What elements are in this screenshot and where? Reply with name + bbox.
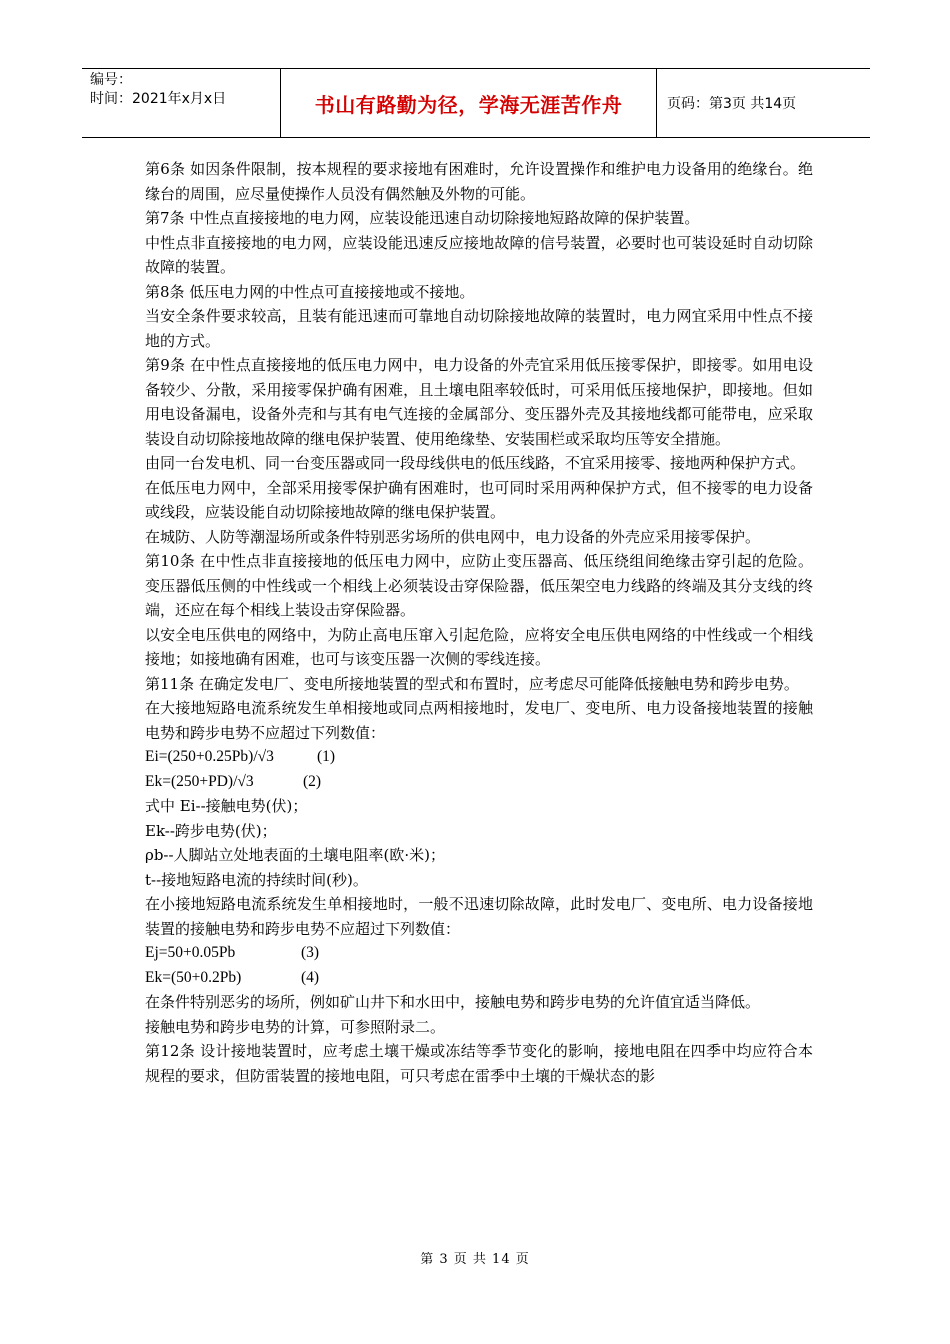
formula-line [145, 966, 813, 991]
paragraph: 中性点非直接接地的电力网，应装设能迅速反应接地故障的信号装置，必要时也可装设延时自动切除故障的装置。 [145, 233, 813, 276]
formula-expression: Ei=(250+0.25Pb)/√3 [145, 748, 274, 765]
page-footer: 第 3 页 共 14 页 [420, 1252, 530, 1267]
paragraph: 以安全电压供电的网络中，为防止高电压窜入引起危险，应将安全电压供电网络的中性线或一个相线接地；如接地确有困难，也可与该变压器一次侧的零线连接。 [145, 625, 813, 668]
paragraph: 第10条 在中性点非直接接地的低压电力网中，应防止变压器高、低压绕组间绝缘击穿引起的危险。变压器低压侧的中性线或一个相线上必须装设击穿保险器，低压架空电力线路的终端及其分支线的终端，还应在每个相线上装设击穿保险器。 [145, 552, 813, 619]
header-motto-cell [280, 69, 657, 137]
definition-line: 式中 Ei--接触电势(伏)； [145, 797, 308, 815]
paragraph: 在低压电力网中，全部采用接零保护确有困难时，也可同时采用两种保护方式，但不接零的电力设备或线段，应装设能自动切除接地故障的继电保护装置。 [145, 478, 813, 521]
paragraph: 第12条 设计接地装置时，应考虑土壤干燥或冻结等季节变化的影响，接地电阻在四季中均应符合本规程的要求，但防雷装置的接地电阻，可只考虑在雷季中土壤的干燥状态的影 [145, 1042, 813, 1085]
document-time-label: 时间：2021年x月x日 [90, 91, 227, 107]
paragraph: 接触电势和跨步电势的计算，可参照附录二。 [145, 1017, 446, 1036]
page-header [82, 68, 870, 138]
paragraph: 第11条 在确定发电厂、变电所接地装置的型式和布置时，应考虑尽可能降低接触电势和跨步电势。 [145, 674, 799, 693]
paragraph: 在小接地短路电流系统发生单相接地时，一般不迅速切除故障，此时发电厂、变电所、电力设备接地装置的接触电势和跨步电势不应超过下列数值： [145, 895, 813, 938]
paragraph: 由同一台发电机、同一台变压器或同一段母线供电的低压线路，不宜采用接零、接地两种保护方式。 [145, 454, 806, 472]
paragraph: 当安全条件要求较高，且装有能迅速而可靠地自动切除接地故障的装置时，电力网宜采用中性点不接地的方式。 [145, 307, 813, 350]
paragraph: 第7条 中性点直接接地的电力网，应装设能迅速自动切除接地短路故障的保护装置。 [145, 209, 700, 227]
definition-line: ρb--人脚站立处地表面的土壤电阻率(欧·米)； [145, 846, 446, 864]
formula-expression: Ej=50+0.05Pb [145, 944, 236, 961]
body-text [145, 157, 813, 1088]
formula-expression: Ek=(50+0.2Pb) [145, 968, 242, 986]
formula-line [145, 770, 813, 795]
document-number-label: 编号： [90, 72, 132, 88]
definition-line: t--接地短路电流的持续时间(秒)。 [145, 870, 368, 889]
paragraph: 在城防、人防等潮湿场所或条件特别恶劣场所的供电网中，电力设备的外壳应采用接零保护。 [145, 527, 761, 546]
header-meta [82, 69, 280, 137]
header-page-info: 页码：第3页 共14页 [667, 96, 797, 112]
definition-line: Ek--跨步电势(伏)； [145, 821, 277, 840]
formula-expression: Ek=(250+PD)/√3 [145, 772, 254, 790]
formula-line [145, 745, 813, 770]
paragraph: 在大接地短路电流系统发生单相接地或同点两相接地时，发电厂、变电所、电力设备接地装置的接触电势和跨步电势不应超过下列数值： [145, 699, 813, 742]
paragraph: 在条件特别恶劣的场所，例如矿山井下和水田中，接触电势和跨步电势的允许值宜适当降低。 [145, 993, 761, 1011]
paragraph: 第6条 如因条件限制，按本规程的要求接地有困难时，允许设置操作和维护电力设备用的绝缘台。绝缘台的周围，应尽量使操作人员没有偶然触及外物的可能。 [145, 160, 813, 203]
paragraph: 第8条 低压电力网的中性点可直接接地或不接地。 [145, 282, 475, 301]
formula-line [145, 941, 813, 966]
header-page-info-cell [657, 69, 870, 137]
formula-number: (2) [303, 772, 322, 790]
formula-number: (1) [317, 748, 336, 765]
formula-number: (3) [301, 944, 320, 961]
formula-number: (4) [301, 968, 320, 986]
header-motto: 书山有路勤为径，学海无涯苦作舟 [314, 92, 623, 117]
paragraph: 第9条 在中性点直接接地的低压电力网中，电力设备的外壳宜采用低压接零保护，即接零。如用电设备较少、分散，采用接零保护确有困难，且土壤电阻率较低时，可采用低压接地保护，即接地。但如用电设备漏电，设备外壳和与其有电气连接的金属部分、变压器外壳及其接地线都可能带电，应采取装设自动切除接地故障的继电保护装置、使用绝缘垫、安装围栏或采取均压等安全措施。 [145, 356, 813, 448]
